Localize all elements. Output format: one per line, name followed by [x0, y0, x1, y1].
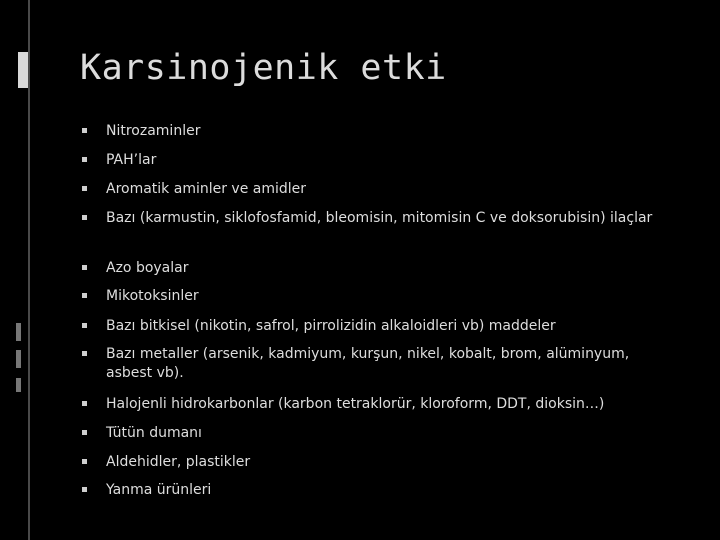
square-bullet-icon: [82, 265, 87, 270]
list-item-text: Bazı (karmustin, siklofosfamid, bleomisin, mitomisin C ve doksorubisin) ilaçlar: [106, 210, 653, 226]
left-vertical-rule: [28, 0, 30, 540]
square-bullet-icon: [82, 293, 87, 298]
list-item-text: Aromatik aminler ve amidler: [106, 181, 307, 197]
square-bullet-icon: [82, 351, 87, 356]
square-bullet-icon: [82, 459, 87, 464]
list-item-text: Azo boyalar: [106, 260, 189, 276]
square-bullet-icon: [82, 157, 87, 162]
list-item-text: Yanma ürünleri: [106, 482, 212, 498]
list-item-text: Bazı bitkisel (nikotin, safrol, pirrolizidin alkaloidleri vb) maddeler: [106, 318, 556, 334]
list-item-text: Halojenli hidrokarbonlar (karbon tetraklorür, kloroform, DDT, dioksin…): [106, 396, 605, 412]
square-bullet-icon: [82, 401, 87, 406]
side-accent-block: [16, 323, 21, 341]
list-item-text: Bazı metaller (arsenik, kadmiyum, kurşun, nikel, kobalt, brom, alüminyum, asbest vb).: [106, 346, 630, 381]
list-item-text: Nitrozaminler: [106, 123, 201, 139]
square-bullet-icon: [82, 128, 87, 133]
title-accent-block: [18, 52, 28, 88]
square-bullet-icon: [82, 215, 87, 220]
side-accent-block: [16, 350, 21, 368]
slide-title: Karsinojenik etki: [80, 48, 447, 88]
list-item-text: Tütün dumanı: [106, 425, 202, 441]
square-bullet-icon: [82, 323, 87, 328]
list-item-text: Aldehidler, plastikler: [106, 454, 251, 470]
list-item-text: PAH’lar: [106, 152, 157, 168]
square-bullet-icon: [82, 186, 87, 191]
square-bullet-icon: [82, 487, 87, 492]
list-item-text: Mikotoksinler: [106, 288, 199, 304]
side-accent-block: [16, 378, 21, 392]
square-bullet-icon: [82, 430, 87, 435]
